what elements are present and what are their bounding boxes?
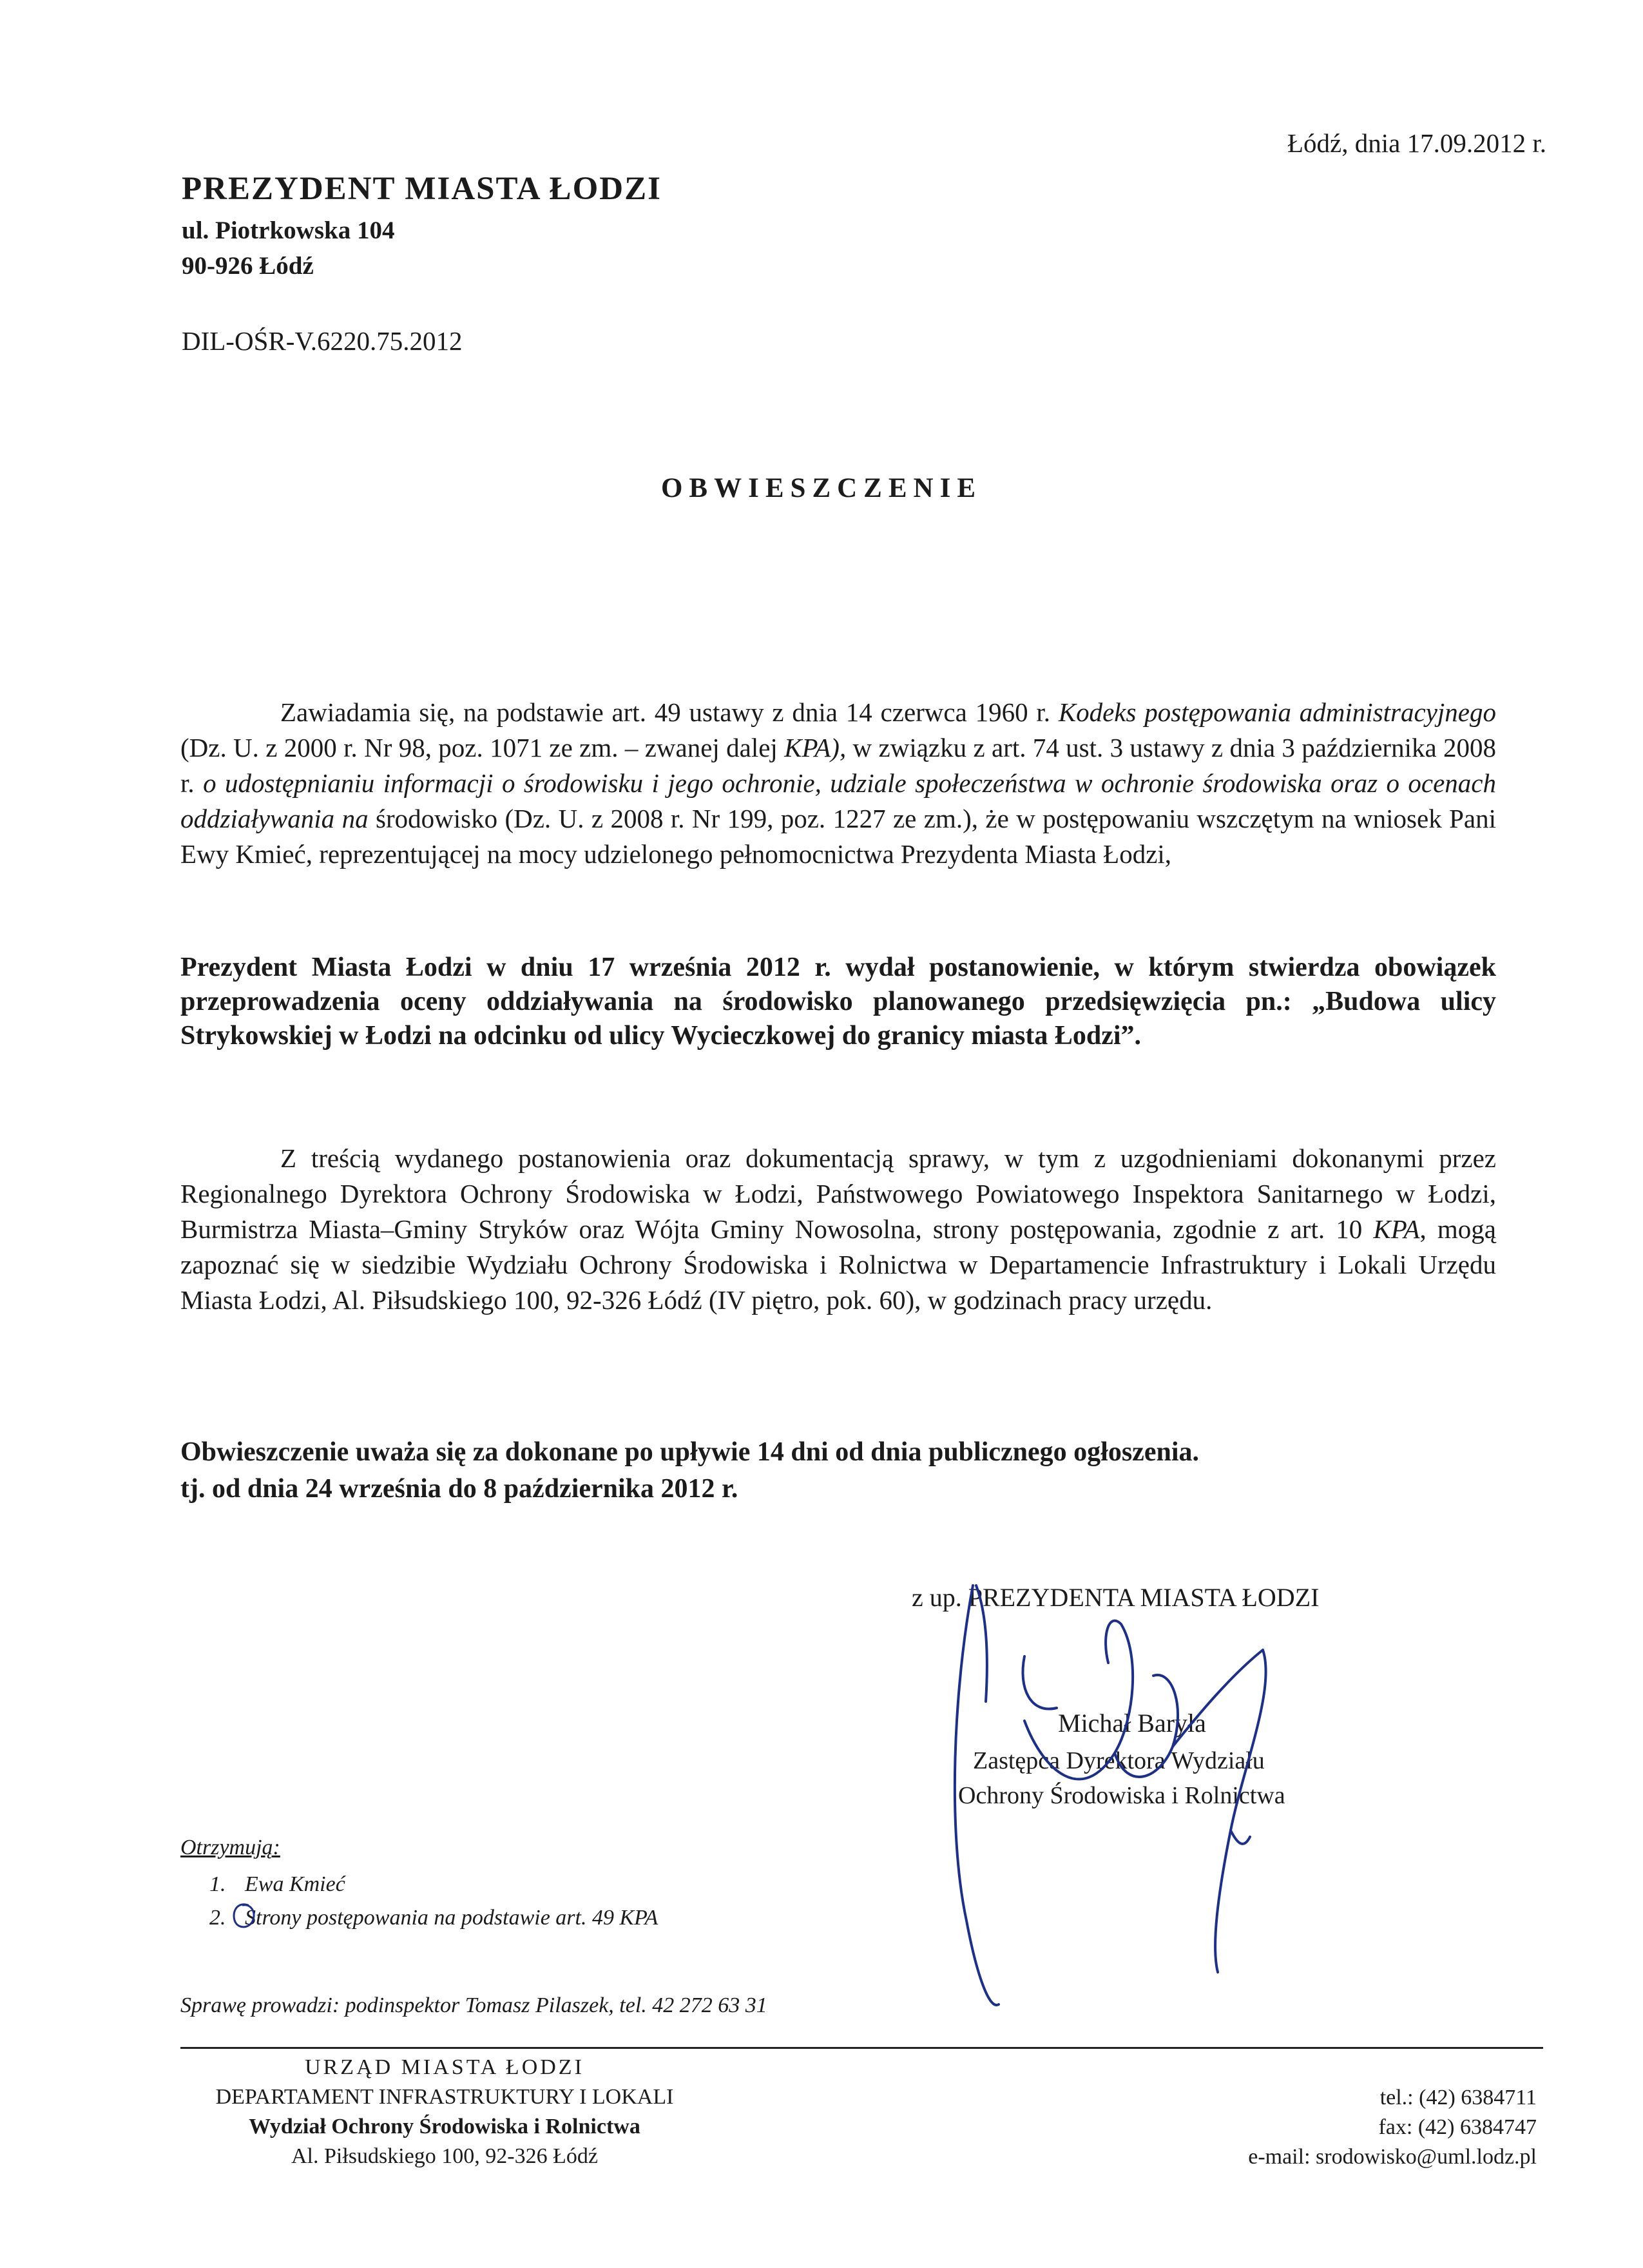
recipient-item [209, 1872, 345, 1897]
signatory-name: Michał Baryła [1058, 1709, 1206, 1738]
p1-italic-1: Kodeks postępowania administracyjnego [1058, 697, 1496, 727]
footer-department: DEPARTAMENT INFRASTRUKTURY I LOKALI [215, 2085, 674, 2109]
announcement-line-1: Obwieszczenie uważa się za dokonane po upływie 14 dni od dnia publicznego ogłoszenia. [180, 1437, 1199, 1467]
signatory-department: Ochrony Środowiska i Rolnictwa [958, 1782, 1285, 1809]
announcement-line-2: tj. od dnia 24 września do 8 października 2012 r. [180, 1474, 738, 1504]
signatory-role: Zastępca Dyrektora Wydziału [973, 1747, 1265, 1774]
case-reference: DIL-OŚR-V.6220.75.2012 [182, 326, 463, 356]
recipient-number: 2. [209, 1906, 226, 1930]
p1-text-4: środowisko (Dz. U. z 2008 r. Nr 199, poz. 1227 ze zm.), że w postępowaniu wszczętym na wniosek Pani Ewy Kmieć, reprezentującej na mocy udzielonego pełnomocnictwa Prezydenta Miasta Łodzi, [180, 804, 1496, 869]
recipient-text: Ewa Kmieć [245, 1872, 345, 1896]
document-date: Łódź, dnia 17.09.2012 r. [1287, 128, 1546, 158]
recipient-number: 1. [209, 1872, 226, 1896]
p1-italic-2: KPA), [784, 733, 847, 762]
p1-text-1: Zawiadamia się, na podstawie art. 49 ustawy z dnia 14 czerwca 1960 r. [280, 697, 1059, 727]
footer-contact-block [1248, 2083, 1537, 2172]
case-handler: Sprawę prowadzi: podinspektor Tomasz Pilaszek, tel. 42 272 63 31 [180, 1993, 767, 2017]
footer-fax: fax: (42) 6384747 [1378, 2115, 1537, 2139]
footer-email: e-mail: srodowisko@uml.lodz.pl [1248, 2145, 1537, 2169]
p3-text-1: Z treścią wydanego postanowienia oraz dokumentacją sprawy, w tym z uzgodnieniami dokonanymi przez Regionalnego Dyrektora Ochrony Środowiska w Łodzi, Państwowego Powiatowego Inspektora Sanitarnego w Łodzi, Burmistrza Miasta–Gminy Stryków oraz Wójta Gminy Nowosolna, strony postępowania, zgodnie z art. 10 [180, 1143, 1496, 1244]
footer-divider [180, 2047, 1543, 2049]
recipient-item [209, 1906, 658, 1930]
handwritten-signature [928, 1560, 1289, 2024]
footer-address: Al. Piłsudskiego 100, 92-326 Łódź [291, 2144, 598, 2168]
decision-paragraph: Prezydent Miasta Łodzi w dniu 17 września 2012 r. wydał postanowienie, w którym stwierdza obowiązek przeprowadzenia oceny oddziaływania na środowisko planowanego przedsięwzięcia pn.: „Budowa ulicy Strykowskiej w Łodzi na odcinku od ulicy Wycieczkowej do granicy miasta Łodzi”. [180, 953, 1496, 1051]
p1-text-3: w związku z art. 74 ust. 3 ustawy z dnia 3 października 2008 r. [180, 733, 1497, 798]
p1-italic-3: o udostępnianiu informacji o środowisku i jego ochronie, udziale społeczeństwa w ochronie środowiska oraz o ocenach oddziaływania na [180, 768, 1496, 833]
sender-street: ul. Piotrkowska 104 [182, 217, 395, 244]
footer-office: URZĄD MIASTA ŁODZI [305, 2055, 584, 2079]
signature-authority: z up. PREZYDENTA MIASTA ŁODZI [912, 1583, 1320, 1612]
footer-unit: Wydział Ochrony Środowiska i Rolnictwa [249, 2115, 640, 2138]
notice-paragraph-3 [180, 1141, 1496, 1318]
p1-text-2: (Dz. U. z 2000 r. Nr 98, poz. 1071 ze zm. – zwanej dalej [180, 733, 785, 762]
document-title: OBWIESZCZENIE [660, 473, 983, 503]
sender-city: 90-926 Łódź [182, 252, 314, 280]
sender-name: PREZYDENT MIASTA ŁODZI [182, 171, 662, 207]
recipient-text: Strony postępowania na podstawie art. 49 KPA [245, 1906, 658, 1930]
p3-text-2: , mogą zapoznać się w siedzibie Wydziału Ochrony Środowiska i Rolnictwa w Departamencie Infrastruktury i Lokali Urzędu Miasta Łodzi, Al. Piłsudskiego 100, 92-326 Łódź (IV piętro, pok. 60), w godzinach pracy urzędu. [180, 1214, 1497, 1315]
footer-phone: tel.: (42) 6384711 [1379, 2086, 1537, 2109]
handwritten-circle-mark [229, 1900, 257, 1931]
recipients-heading: Otrzymują: [180, 1836, 280, 1859]
footer-address-block [180, 2053, 709, 2171]
notice-paragraph-1 [180, 695, 1496, 872]
p3-italic-1: KPA [1373, 1214, 1420, 1244]
